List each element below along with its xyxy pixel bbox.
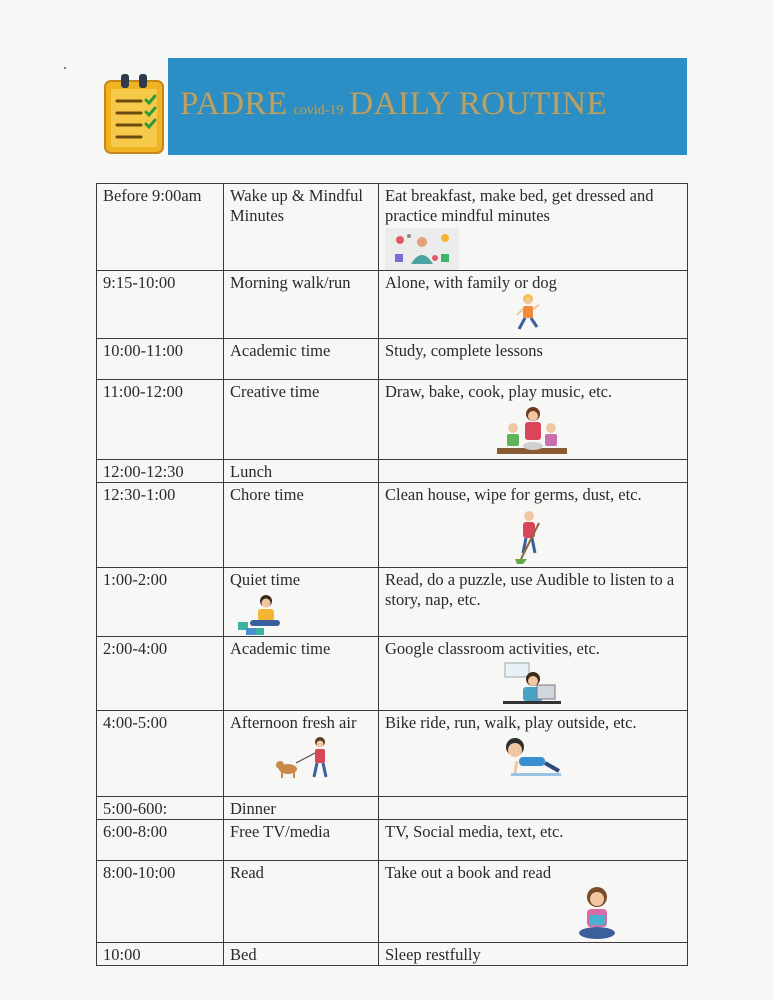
details-cell: Study, complete lessons (379, 339, 688, 380)
time-cell: 12:30-1:00 (97, 483, 224, 568)
table-row (97, 380, 688, 460)
family-baking-illustration (497, 404, 567, 456)
sweeping-boy-illustration (511, 509, 547, 565)
time-cell: 4:00-5:00 (97, 711, 224, 797)
details-text: Take out a book and read (385, 863, 552, 882)
details-cell: Read, do a puzzle, use Audible to listen to a story, nap, etc. (379, 568, 688, 637)
title-banner (168, 58, 687, 155)
details-cell (379, 637, 688, 711)
table-row (97, 797, 688, 820)
dog-walk-illustration (276, 735, 336, 779)
details-cell (379, 460, 688, 483)
table-row (97, 637, 688, 711)
activity-cell: Free TV/media (224, 820, 379, 861)
activity-cell: Bed (224, 943, 379, 966)
daily-routine-table (96, 183, 688, 966)
running-girl-illustration (513, 293, 543, 333)
details-cell (379, 797, 688, 820)
title-word-1: PADRE (180, 86, 288, 122)
time-cell: 11:00-12:00 (97, 380, 224, 460)
table-row (97, 861, 688, 943)
table-row (97, 483, 688, 568)
activity-cell: Academic time (224, 637, 379, 711)
activity-cell: Academic time (224, 339, 379, 380)
details-cell: TV, Social media, text, etc. (379, 820, 688, 861)
scan-speck (64, 67, 66, 69)
table-row (97, 271, 688, 339)
reading-girl-illustration (577, 885, 617, 941)
activity-cell: Chore time (224, 483, 379, 568)
activity-cell: Creative time (224, 380, 379, 460)
details-cell (379, 380, 688, 460)
mindfulness-illustration (385, 228, 459, 270)
time-cell: 12:00-12:30 (97, 460, 224, 483)
table-row (97, 339, 688, 380)
activity-cell: Read (224, 861, 379, 943)
details-cell: Sleep restfully (379, 943, 688, 966)
details-text: Google classroom activities, etc. (385, 639, 600, 658)
time-cell: 5:00-600: (97, 797, 224, 820)
time-cell: 6:00-8:00 (97, 820, 224, 861)
activity-cell: Lunch (224, 460, 379, 483)
title-word-3: DAILY ROUTINE (349, 86, 608, 122)
time-cell: 10:00-11:00 (97, 339, 224, 380)
details-cell (379, 711, 688, 797)
details-text: Clean house, wipe for germs, dust, etc. (385, 485, 642, 504)
details-text: Draw, bake, cook, play music, etc. (385, 382, 613, 401)
time-cell: 2:00-4:00 (97, 637, 224, 711)
table-row (97, 943, 688, 966)
time-cell: 10:00 (97, 943, 224, 966)
clipboard-checklist-icon (103, 73, 167, 155)
table-row (97, 568, 688, 637)
page-title (180, 86, 607, 123)
details-cell (379, 861, 688, 943)
time-cell: 9:15-10:00 (97, 271, 224, 339)
activity-cell: Morning walk/run (224, 271, 379, 339)
time-cell: Before 9:00am (97, 184, 224, 271)
activity-cell: Wake up & Mindful Minutes (224, 184, 379, 271)
details-text: Alone, with family or dog (385, 273, 557, 292)
activity-cell (224, 711, 379, 797)
table-row (97, 184, 688, 271)
time-cell: 8:00-10:00 (97, 861, 224, 943)
pushup-boy-illustration (503, 735, 561, 777)
table-row (97, 820, 688, 861)
activity-text: Quiet time (230, 570, 301, 589)
details-text: Eat breakfast, make bed, get dressed and practice mindful minutes (385, 186, 654, 225)
time-cell: 1:00-2:00 (97, 568, 224, 637)
details-cell (379, 271, 688, 339)
details-cell (379, 184, 688, 271)
online-class-illustration (503, 661, 561, 705)
activity-cell: Dinner (224, 797, 379, 820)
activity-cell (224, 568, 379, 637)
title-word-2: covid-19 (293, 103, 344, 118)
details-cell (379, 483, 688, 568)
details-text: Bike ride, run, walk, play outside, etc. (385, 713, 637, 732)
puzzle-boy-illustration (236, 592, 286, 636)
activity-text: Afternoon fresh air (230, 713, 357, 732)
table-row (97, 711, 688, 797)
table-row (97, 460, 688, 483)
